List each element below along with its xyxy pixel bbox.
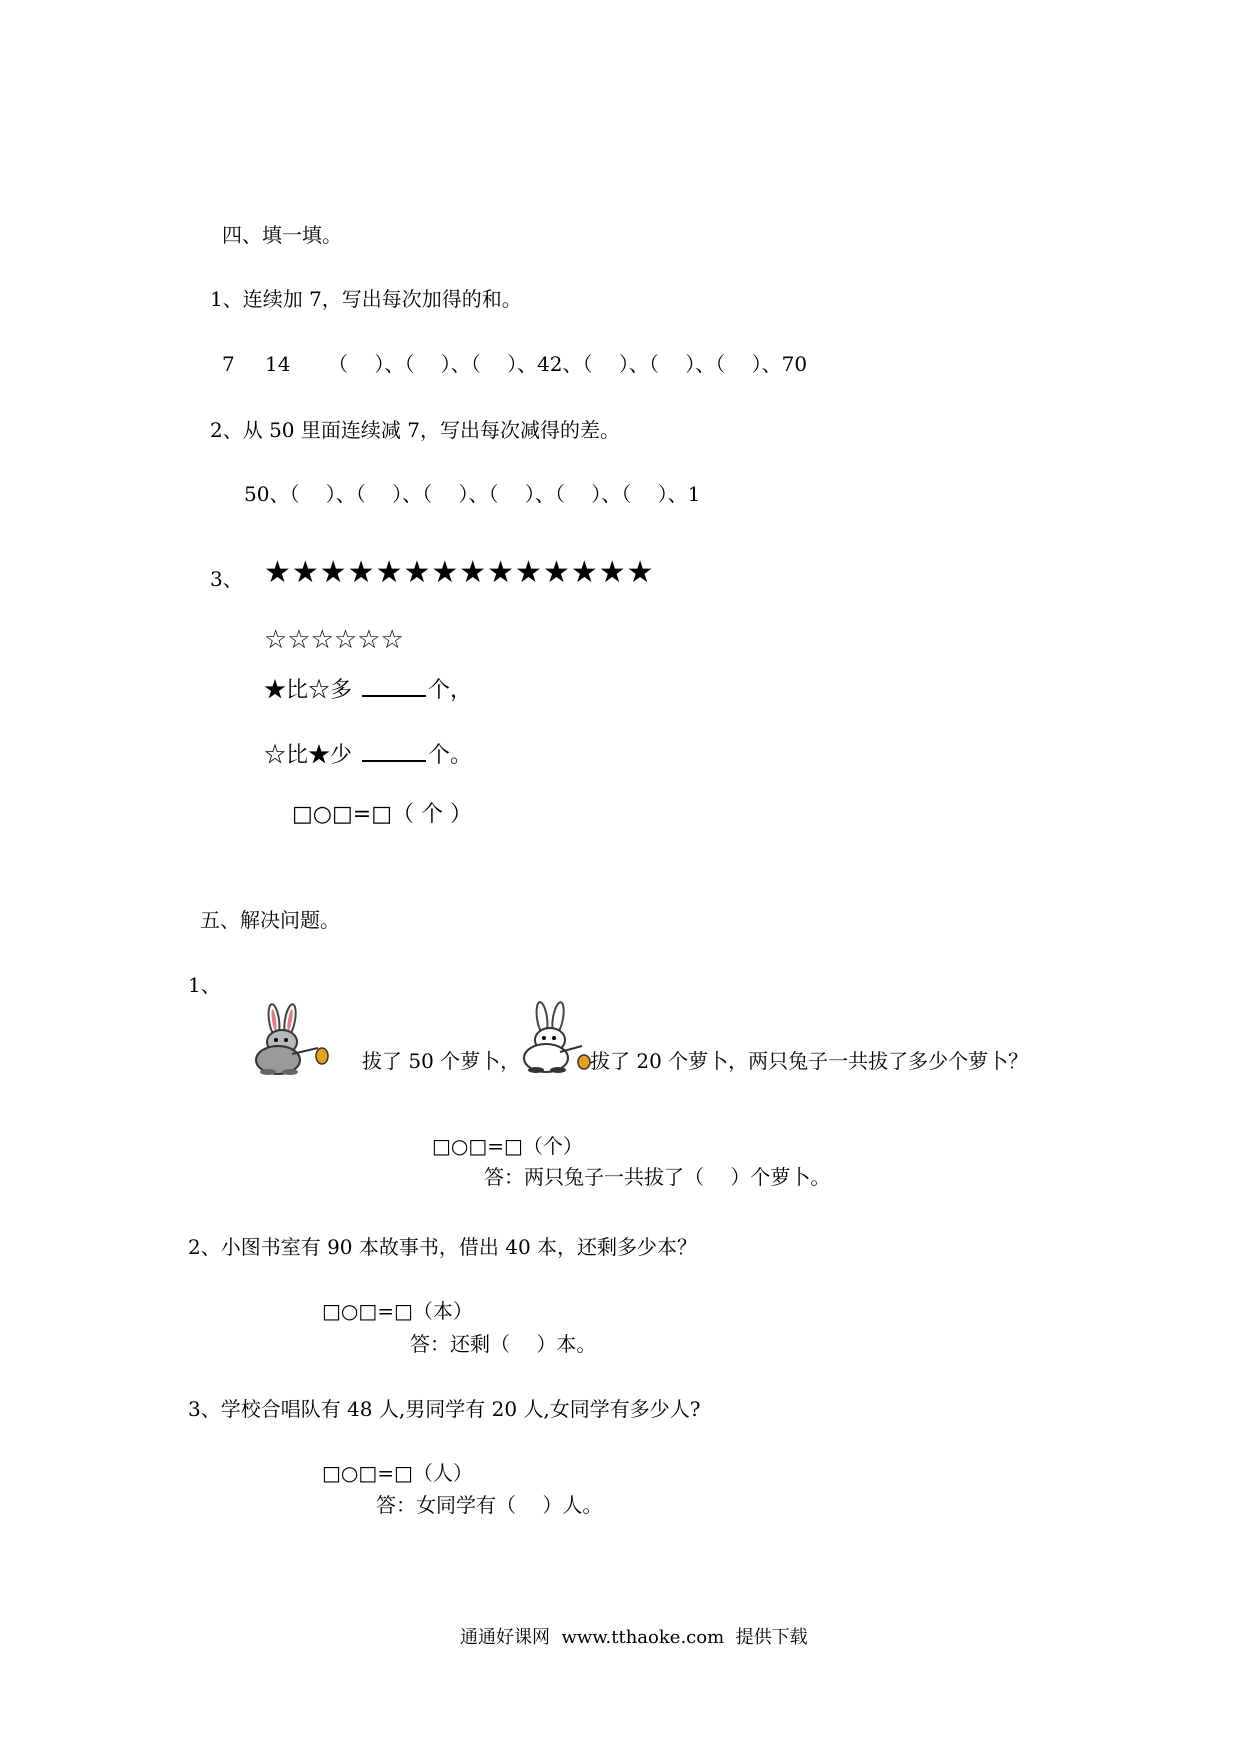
q4-3-label: 3、 (210, 567, 243, 591)
black-stars-row: ★★★★★★★★★★★★★★ (264, 555, 655, 590)
q5-2-formula: □○□=□（本） (322, 1299, 473, 1323)
compare-line-2-pre: ☆比★少 (264, 743, 353, 768)
q5-1-answer: 答：两只兔子一共拔了（ ）个萝卜。 (484, 1165, 831, 1189)
q5-1-text-a: 拔了 50 个萝卜， (362, 1049, 521, 1073)
compare-line-2-post: 个。 (428, 743, 473, 768)
q5-3-text: 3、学校合唱队有 48 人,男同学有 20 人,女同学有多少人? (188, 1397, 701, 1421)
compare-line-2 (264, 740, 472, 769)
q5-1-label: 1、 (188, 973, 221, 997)
q4-1-seq-b: 14 (265, 352, 291, 376)
q5-3-answer: 答：女同学有（ ）人。 (376, 1493, 603, 1517)
white-stars-row: ☆☆☆☆☆☆ (264, 625, 404, 655)
q4-1-seq-a: 7 (222, 352, 235, 376)
compare-line-1 (264, 675, 472, 704)
q5-3-formula: □○□=□（人） (322, 1461, 473, 1485)
q4-3-formula: □○□=□（ 个 ） (292, 802, 472, 827)
footer-text: 通通好课网 www.tthaoke.com 提供下载 (460, 1627, 808, 1648)
q4-1-seq-rest: （ ）、（ ）、（ ）、42、（ ）、（ ）、（ ）、70 (328, 352, 808, 376)
answer-blank-2[interactable] (362, 740, 426, 762)
section5-title: 五、解决问题。 (200, 908, 340, 932)
q5-2-text: 2、小图书室有 90 本故事书，借出 40 本，还剩多少本？ (188, 1235, 698, 1259)
compare-line-1-pre: ★比☆多 (264, 678, 353, 703)
q4-2-seq: 50、（ ）、（ ）、（ ）、（ ）、（ ）、（ ）、1 (244, 482, 701, 506)
rabbit-icon (252, 998, 336, 1078)
q5-2-answer: 答：还剩（ ）本。 (410, 1332, 597, 1356)
answer-blank-1[interactable] (362, 675, 426, 697)
q5-1-formula: □○□=□（个） (432, 1134, 583, 1158)
q4-1-text: 1、连续加 7，写出每次加得的和。 (210, 287, 522, 311)
q5-1-text-b: 拔了 20 个萝卜，两只兔子一共拔了多少个萝卜？ (590, 1049, 1029, 1073)
compare-line-1-post: 个， (428, 678, 473, 703)
q4-2-text: 2、从 50 里面连续减 7，写出每次减得的差。 (210, 418, 620, 442)
section4-title: 四、填一填。 (222, 223, 342, 247)
